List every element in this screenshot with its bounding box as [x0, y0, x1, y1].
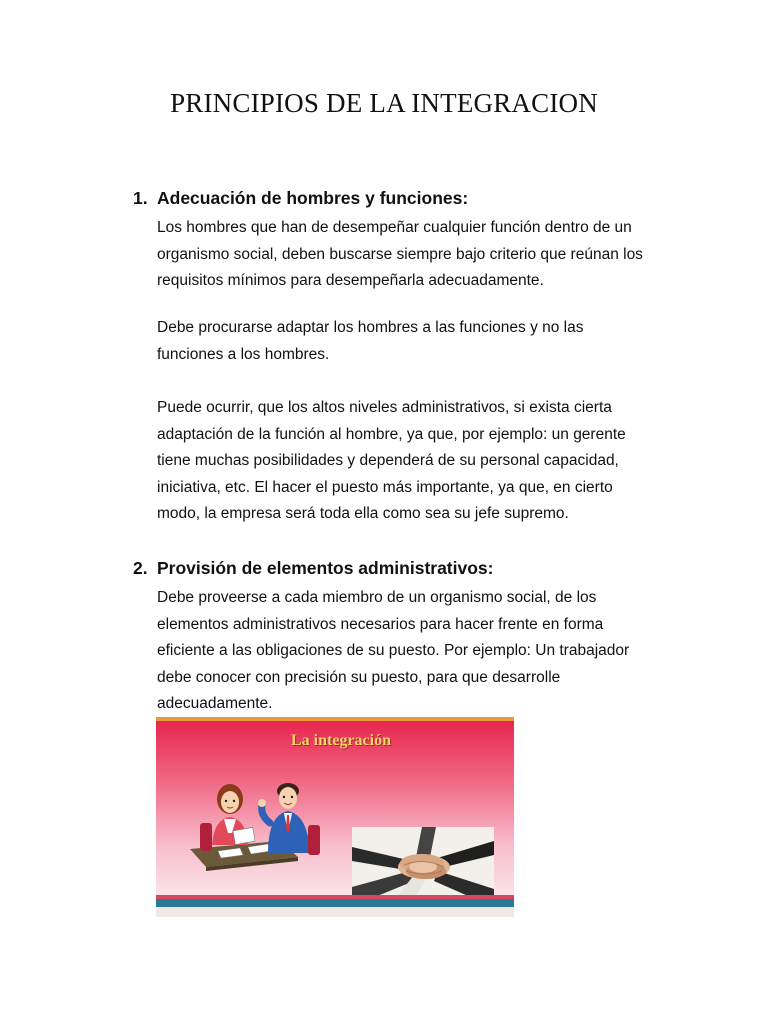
text-line: organismo social, deben buscarse siempre bajo criterio que reúnan los — [157, 245, 643, 263]
text-line: debe conocer con precisión su puesto, para que desarrolle — [157, 668, 561, 686]
text-line: eficiente a las obligaciones de su puesto. Por ejemplo: Un trabajador — [157, 642, 630, 659]
text-line: requisitos mínimos para desempeñarla adecuadamente. — [157, 272, 544, 289]
illustration-stripe — [156, 907, 514, 917]
text-line: tiene muchas posibilidades y dependerá de su personal capacidad, — [157, 452, 619, 469]
text-line: iniciativa, etc. El hacer el puesto más importante, ya que, en cierto — [157, 478, 613, 496]
document-title: PRINCIPIOS DE LA INTEGRACION — [170, 88, 598, 118]
text-line: Debe proveerse a cada miembro de un organismo social, de los — [157, 589, 597, 606]
section-2-title: Provisión de elementos administrativos: — [157, 558, 494, 578]
text-line: adaptación de la función al hombre, ya que, por ejemplo: un gerente — [157, 425, 626, 443]
section-1-paragraph-3 — [157, 395, 677, 528]
text-line: modo, la empresa será toda ella como sea su jefe supremo. — [157, 505, 569, 522]
section-2-number: 2. — [133, 558, 148, 578]
text-line: elementos administrativos necesarios para hacer frente en forma — [157, 615, 604, 633]
section-2-paragraph-1 — [157, 585, 677, 718]
text-line: Los hombres que han de desempeñar cualquier función dentro de un — [157, 219, 632, 236]
text-line: funciones a los hombres. — [157, 345, 330, 363]
section-1-heading — [133, 188, 468, 209]
text-line: Debe procurarse adaptar los hombres a las funciones y no las — [157, 319, 584, 336]
illustration-stripe — [156, 899, 514, 907]
text-line: Puede ocurrir, que los altos niveles administrativos, si exista cierta — [157, 399, 612, 416]
text-line: adecuadamente. — [157, 695, 273, 712]
office-workers-cartoon — [188, 771, 328, 876]
integration-illustration — [156, 717, 514, 917]
section-2-heading — [133, 558, 493, 579]
teamwork-hands-photo — [352, 827, 494, 903]
section-1-number: 1. — [133, 188, 148, 208]
section-1-title: Adecuación de hombres y funciones: — [157, 188, 469, 208]
section-1-paragraph-1 — [157, 215, 677, 295]
illustration-title: La integración — [291, 732, 391, 749]
section-1-paragraph-2 — [157, 315, 677, 368]
